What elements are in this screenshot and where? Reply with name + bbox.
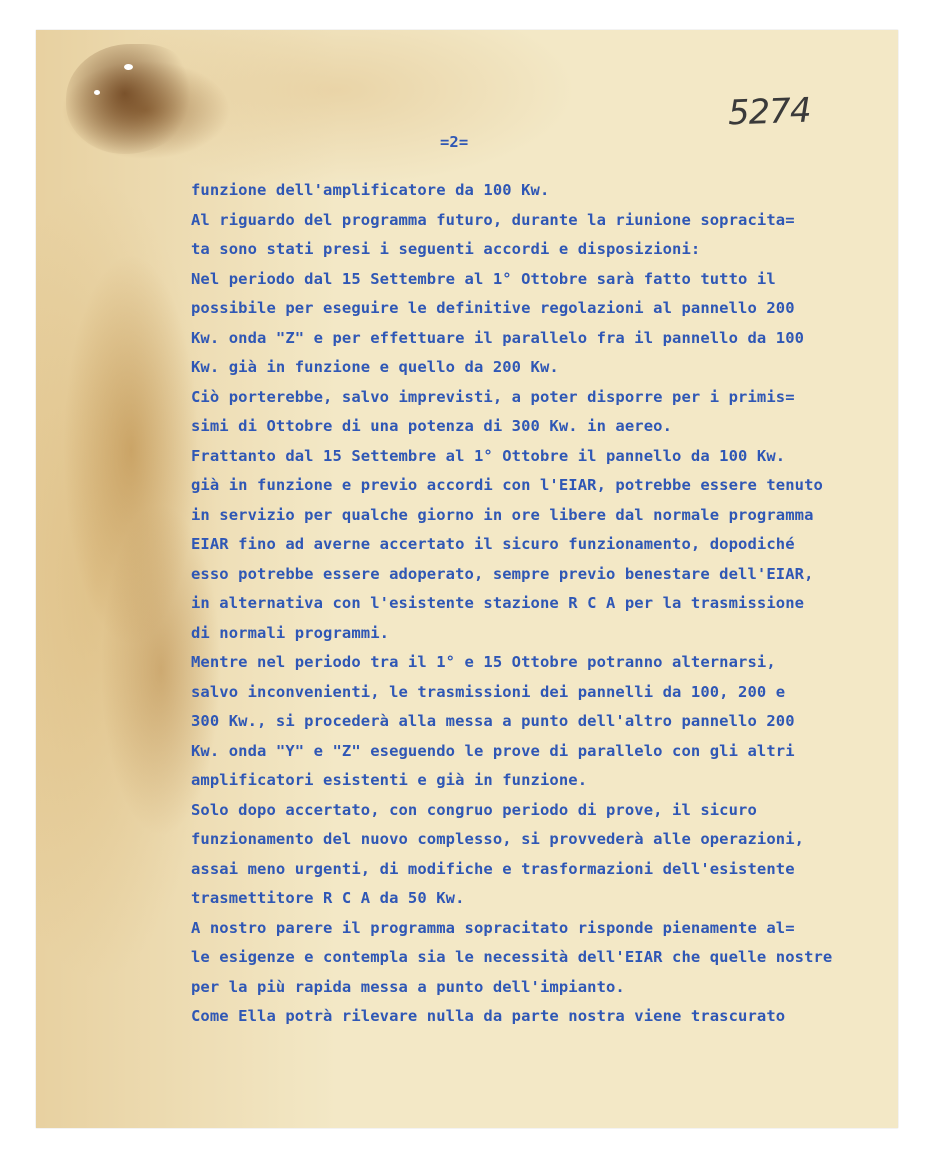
text-line: in servizio per qualche giorno in ore libere dal normale programma [191, 505, 814, 524]
text-line: di normali programmi. [191, 623, 390, 642]
text-line: le esigenze e contempla sia le necessità dell'EIAR che quelle nostre [191, 948, 833, 966]
text-line: Mentre nel periodo tra il 1° e 15 Ottobre potranno alternarsi, [191, 653, 776, 671]
text-line: 300 Kw., si procederà alla messa a punto dell'altro pannello 200 [191, 712, 795, 730]
text-line: Kw. onda "Y" e "Z" eseguendo le prove di parallelo con gli altri [191, 741, 795, 760]
text-line: esso potrebbe essere adoperato, sempre previo benestare dell'EIAR, [191, 564, 814, 583]
stain-mark [66, 44, 196, 154]
text-line: assai meno urgenti, di modifiche e trasformazioni dell'esistente [191, 859, 795, 878]
text-line: trasmettitore R C A da 50 Kw. [191, 889, 465, 907]
text-line: salvo inconvenienti, le trasmissioni dei pannelli da 100, 200 e [191, 682, 786, 701]
text-line: funzionamento del nuovo complesso, si provvederà alle operazioni, [191, 830, 805, 848]
body-text [191, 180, 891, 1080]
text-line: Kw. già in funzione e quello da 200 Kw. [191, 358, 559, 376]
text-line: possibile per eseguire le definitive regolazioni al pannello 200 [191, 299, 795, 317]
text-line: già in funzione e previo accordi con l'EIAR, potrebbe essere tenuto [191, 476, 823, 494]
text-line: ta sono stati presi i seguenti accordi e disposizioni: [191, 240, 701, 258]
text-line: Kw. onda "Z" e per effettuare il parallelo fra il pannello da 100 [191, 328, 805, 347]
archive-number: 5274 [727, 90, 812, 134]
text-line: Solo dopo accertato, con congruo periodo di prove, il sicuro [191, 800, 757, 819]
page-number: =2= [440, 133, 469, 151]
text-line: in alternativa con l'esistente stazione R C A per la trasmissione [191, 594, 805, 612]
text-line: A nostro parere il programma sopracitato risponde pienamente al= [191, 918, 795, 937]
paper-hole [94, 90, 100, 95]
text-line: Come Ella potrà rilevare nulla da parte nostra viene trascurato [191, 1007, 786, 1025]
text-line: Nel periodo dal 15 Settembre al 1° Ottobre sarà fatto tutto il [191, 269, 776, 288]
text-line: Al riguardo del programma futuro, durante la riunione sopracita= [191, 210, 795, 229]
text-line: per la più rapida messa a punto dell'impianto. [191, 977, 625, 996]
text-line: Ciò porterebbe, salvo imprevisti, a poter disporre per i primis= [191, 387, 795, 406]
text-line: simi di Ottobre di una potenza di 300 Kw. in aereo. [191, 417, 673, 435]
paper-hole [124, 64, 133, 70]
text-line: Frattanto dal 15 Settembre al 1° Ottobre il pannello da 100 Kw. [191, 446, 786, 465]
document-page [36, 30, 898, 1128]
text-line: EIAR fino ad averne accertato il sicuro funzionamento, dopodiché [191, 535, 795, 553]
text-line: amplificatori esistenti e già in funzione. [191, 771, 588, 789]
text-line: funzione dell'amplificatore da 100 Kw. [191, 181, 550, 199]
